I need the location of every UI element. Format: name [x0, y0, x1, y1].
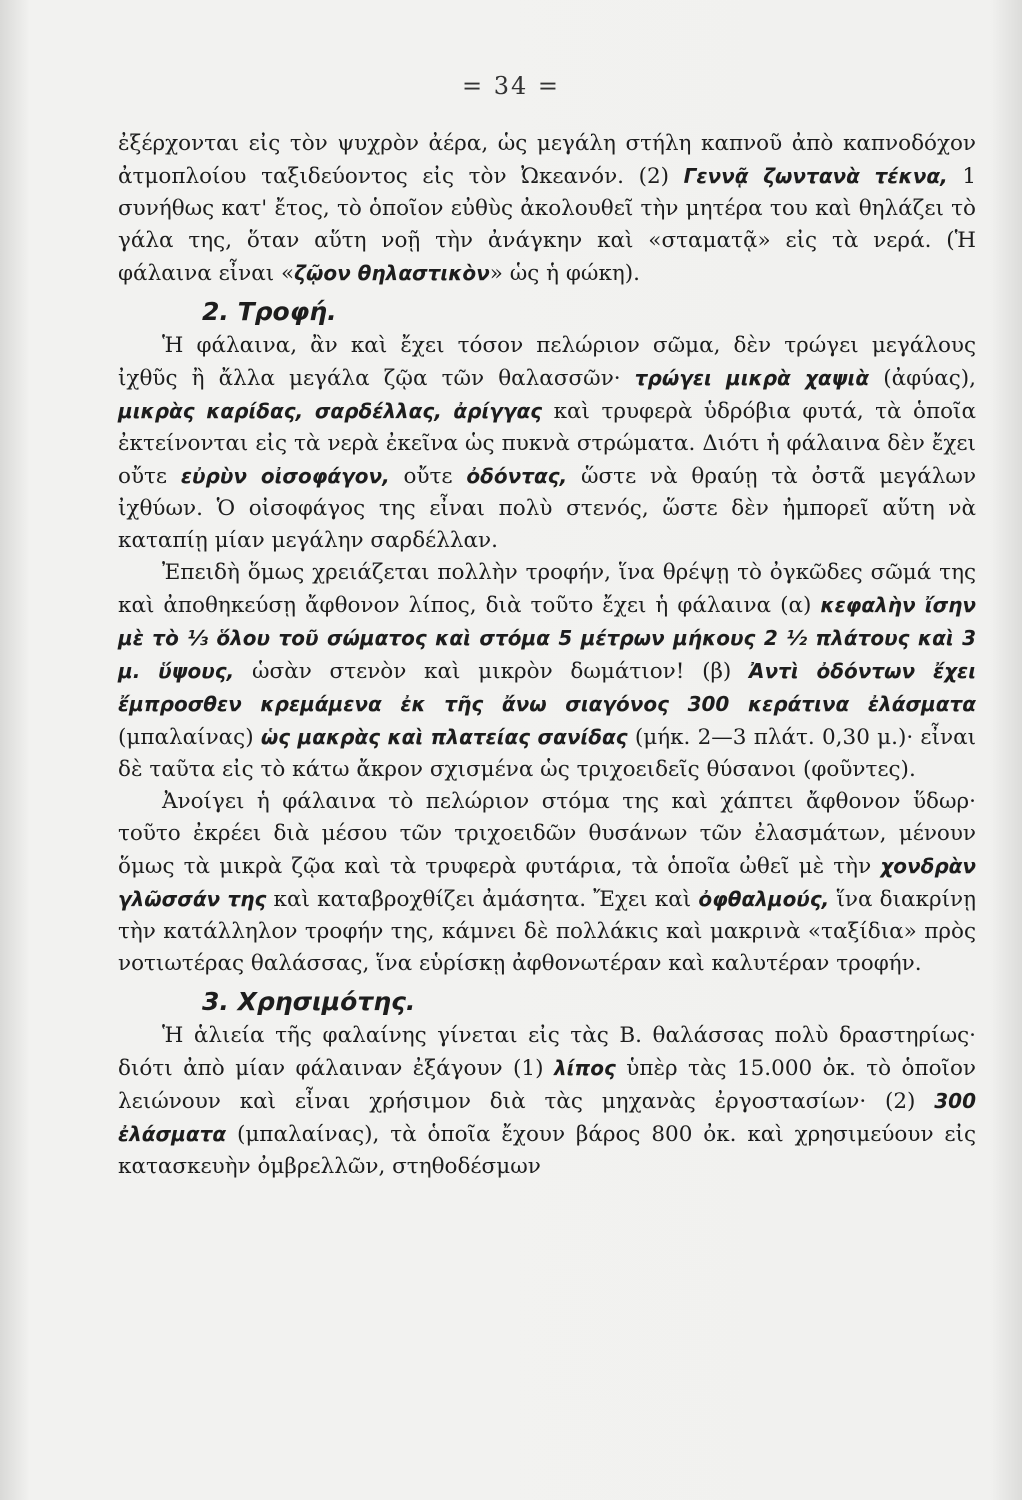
section-heading-food: 2. Τροφή. — [202, 297, 337, 326]
emphasis-text: μικρὰς καρίδας, σαρδέλλας, ἀρίγγας — [118, 399, 543, 423]
emphasis-text: λίπος — [553, 1056, 616, 1080]
text-run: (μπαλαίνας) — [118, 725, 261, 750]
text-run: » ὡς ἡ φώκη). — [489, 261, 641, 286]
text-run: Ἡ φάλαινα, ἂν καὶ ἔχει τόσον πελώριον σῶμα, δὲν τρώγει μεγάλους ἰχθῦς ἢ ἄλλα μεγάλα ζῷα τῶν θαλασσῶν· — [118, 333, 976, 391]
paragraph — [118, 1020, 976, 1183]
text-run: οὔτε — [389, 464, 467, 489]
text-run: ὡσὰν στενὸν καὶ μικρὸν δωμάτιον! (β) — [234, 659, 750, 684]
emphasis-text: Ἀντὶ ὀδόντων ἔχει ἔμπροσθεν κρεμάμενα ἐκ τῆς ἄνω σιαγόνος 300 κεράτινα ἐλάσματα — [118, 659, 976, 716]
text-run: (ἀφύας), — [869, 366, 977, 391]
emphasis-text: ζῷον θηλαστικὸν — [294, 261, 490, 285]
text-run: Ἐπειδὴ ὅμως χρειάζεται πολλὴν τροφήν, ἵνα θρέψῃ τὸ ὀγκῶδες σῶμά της καὶ ἀποθηκεύσῃ ἄφθονον λίπος, διὰ τοῦτο ἔχει ἡ φάλαινα (α) — [118, 560, 976, 618]
text-run: ὑπὲρ τὰς 15.000 ὀκ. τὸ ὁποῖον λειώνουν καὶ εἶναι χρήσιμον διὰ τὰς μηχανὰς ἐργοστασίων· (2) — [118, 1056, 976, 1114]
emphasis-text: τρώγει μικρὰ χαψιὰ — [634, 366, 870, 390]
paragraph — [118, 557, 976, 786]
emphasis-text: εὐρὺν οἰσοφάγον, — [180, 464, 390, 488]
text-run: (μπαλαίνας), τὰ ὁποῖα ἔχουν βάρος 800 ὀκ. καὶ χρησιμεύουν εἰς κατασκευὴν ὀμβρελλῶν, στηθοδέσμων — [118, 1122, 976, 1179]
text-run: καὶ καταβροχθίζει ἀμάσητα. Ἔχει καὶ — [266, 887, 699, 912]
text-run: Ἀνοίγει ἡ φάλαινα τὸ πελώριον στόμα της καὶ χάπτει ἄφθονον ὕδωρ· τοῦτο ἐκρέει διὰ μέσου τῶν τριχοειδῶν θυσάνων τῶν ἐλασμάτων, μένουν ὅμως τὰ μικρὰ ζῷα καὶ τὰ τρυφερὰ φυτάρια, τὰ ὁποῖα ὠθεῖ μὲ τὴν — [118, 789, 976, 879]
emphasis-text: ὡς μακρὰς καὶ πλατείας σανίδας — [260, 725, 628, 749]
emphasis-text: 300 ἐλάσματα — [118, 1089, 976, 1146]
emphasis-text: κεφαλὴν ἴσην μὲ τὸ ⅓ ὅλου τοῦ σώματος καὶ στόμα 5 μέτρων μήκους 2 ½ πλάτους καὶ 3 μ. ὕψους, — [118, 593, 977, 683]
text-run: καὶ τρυφερὰ ὑδρόβια φυτά, τὰ ὁποῖα ἐκτείνονται εἰς τὰ νερὰ ἐκεῖνα ὡς πυκνὰ στρώματα. Διότι ἡ φάλαινα δὲν ἔχει οὔτε — [118, 399, 977, 489]
text-run: Ἡ ἁλιεία τῆς φαλαίνης γίνεται εἰς τὰς Β. θαλάσσας πολὺ δραστηρίως· διότι ἀπὸ μίαν φάλαιναν ἐξάγουν (1) — [118, 1023, 976, 1081]
text-run: (μήκ. 2—3 πλάτ. 0,30 μ.)· εἶναι δὲ ταῦτα εἰς τὸ κάτω ἄκρον σχισμένα ὡς τριχοειδεῖς θύσανοι (φοῦντες). — [118, 725, 977, 782]
section-heading-usefulness: 3. Χρησιμότης. — [202, 987, 416, 1016]
emphasis-text: ὀφθαλμούς, — [698, 887, 830, 911]
paragraph — [118, 330, 976, 557]
text-run: 1 συνήθως κατ' ἔτος, τὸ ὁποῖον εὐθὺς ἀκολουθεῖ τὴν μητέρα του καὶ θηλάζει τὸ γάλα της, ὅταν αὕτη νοῇ τὴν ἀνάγκην καὶ «σταματᾷ» εἰς τὰ νερά. (Ἡ φάλαινα εἶναι « — [118, 164, 977, 286]
emphasis-text: Γεννᾷ ζωντανὰ τέκνα, — [683, 164, 948, 188]
text-run: ὥστε νὰ θραύῃ τὰ ὀστᾶ μεγάλων ἰχθύων. Ὁ οἰσοφάγος της εἶναι πολὺ στενός, ὥστε δὲν ἠμπορεῖ αὕτη νὰ καταπίῃ μίαν μεγάλην σαρδέλλαν. — [118, 464, 977, 553]
emphasis-text: χονδρὰν γλῶσσάν της — [118, 854, 976, 911]
page-number: = 34 = — [461, 72, 560, 100]
paragraph — [118, 128, 976, 290]
paragraph — [118, 786, 976, 980]
text-run: ἵνα διακρίνῃ τὴν κατάλληλον τροφήν της, κάμνει δὲ πολλάκις καὶ μακρινὰ «ταξίδια» πρὸς νοτιωτέρας θαλάσσας, ἵνα εὑρίσκῃ ἀφθονωτέραν καὶ καλυτέραν τροφήν. — [118, 887, 977, 976]
text-run: ἐξέρχονται εἰς τὸν ψυχρὸν ἀέρα, ὡς μεγάλη στήλη καπνοῦ ἀπὸ καπνοδόχον ἀτμοπλοίου ταξιδεύοντος εἰς τὸν Ὠκεανόν. (2) — [118, 131, 976, 189]
emphasis-text: ὀδόντας, — [466, 464, 568, 488]
body-text — [118, 128, 976, 1183]
